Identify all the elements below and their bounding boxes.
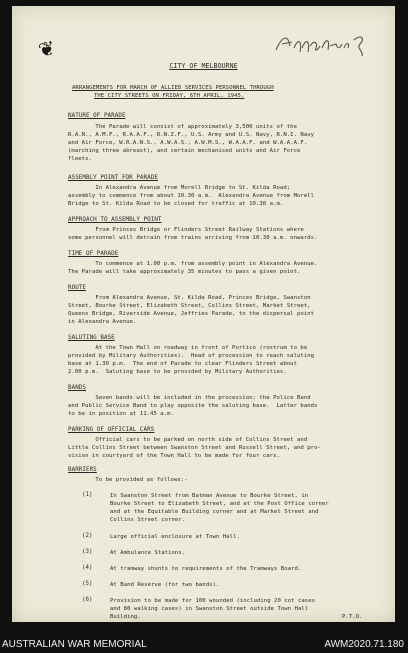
route-line-3: Queens Bridge, Riverside Avenue, Jeffries Parade, to the dispersal point — [68, 311, 315, 317]
section-heading-assembly: ASSEMBLY POINT FOR PARADE — [68, 175, 158, 181]
footer-bar — [0, 638, 408, 653]
section-heading-nature: NATURE OF PARADE — [68, 113, 126, 119]
barrier-item-6-line-2: and 80 walking cases) in Swanston Street outside Town Hall — [110, 606, 309, 612]
bands-line-2: and Public Service Band to play opposite the saluting base. Latter bands — [68, 403, 318, 409]
pto-note: P.T.O. — [342, 614, 363, 620]
section-heading-barriers: BARRIERS — [68, 467, 97, 473]
document-subtitle-1: ARRANGEMENTS FOR MARCH OF ALLIED SERVICES PERSONNEL THROUGH — [72, 85, 274, 91]
barriers-intro: To be provided as follows:- — [68, 477, 188, 483]
section-heading-parking: PARKING OF OFFICIAL CARS — [68, 427, 155, 433]
saluting-line-3: base at 1.30 p.m. The end of Parade to clear Flinders Street about — [68, 361, 297, 367]
barrier-item-number: (5) — [82, 581, 93, 587]
route-line-2: Street, Bourke Street, Elizabeth Street, Collins Street, Market Street, — [68, 303, 311, 309]
barrier-item-4-line-1: At tramway shunts to requirements of the Tramways Board. — [110, 566, 302, 572]
approach-line-1: From Princes Bridge or Flinders Street Railway Stations where — [68, 227, 304, 233]
nature-line-2: R.A.N., A.M.F., R.A.A.F., R.N.Z.F., U.S. Army and U.S. Navy, R.N.I. Navy — [68, 132, 315, 138]
assembly-line-2: assembly to commence from about 10.30 a.m. Alexandra Avenue from Morell — [68, 193, 315, 199]
barrier-item-3-line-1: At Ambulance Stations. — [110, 550, 186, 556]
bands-line-1: Seven bands will be included in the procession; the Police Band — [68, 395, 311, 401]
saluting-line-2: provided by Military Authorities). Head of procession to reach saluting — [68, 353, 315, 359]
parking-line-2: Little Collins Street between Swanston Street and Russell Street, and pro- — [68, 445, 321, 451]
parking-line-1: Official cars to be parked on north side of Collins Street and — [68, 437, 308, 443]
barrier-item-2-line-1: Large official enclosure at Town Hall. — [110, 534, 240, 540]
barrier-item-1-line-3: and at the Equitable Building corner and at Market Street and — [110, 509, 319, 515]
barrier-item-1-line-1: In Swanston Street from Batman Avenue to Bourke Street, in — [110, 493, 309, 499]
nature-line-5: fleets. — [68, 156, 92, 162]
ink-mark: ❦ — [35, 35, 58, 63]
barrier-item-number: (2) — [82, 533, 93, 539]
nature-line-1: The Parade will consist of approximately 3,500 units of the — [68, 124, 297, 130]
assembly-line-1: In Alexandra Avenue from Morell Bridge to St. Kilda Road; — [68, 185, 291, 191]
document-page — [12, 6, 395, 622]
document-subtitle-2: THE CITY STREETS ON FRIDAY, 6TH APRIL, 1945. — [94, 93, 245, 99]
saluting-line-1: At the Town Hall on roadway in front of Portico (rostrum to be — [68, 345, 308, 351]
section-heading-time: TIME OF PARADE — [68, 251, 119, 257]
section-heading-bands: BANDS — [68, 385, 86, 391]
assembly-line-3: Bridge to St. Kilda Road to be closed for traffic at 10.30 a.m. — [68, 201, 284, 207]
footer-accession-number: AWM2020.71.180 — [324, 639, 404, 650]
saluting-line-4: 2.00 p.m. Saluting base to be provided by Military Authorities. — [68, 369, 287, 375]
barrier-item-1-line-2: Bourke Street to Elizabeth Street, and at the Post Office corner — [110, 501, 329, 507]
barrier-item-6-line-1: Provision to be made for 100 wounded (including 20 cot cases — [110, 598, 316, 604]
document-title: CITY OF MELBOURNE — [169, 62, 238, 70]
parking-line-3: vision in courtyard of the Town Hall to be made for four cars. — [68, 453, 280, 459]
handwritten-annotation — [272, 28, 382, 58]
barrier-item-5-line-1: At Band Reserve (for two bands). — [110, 582, 220, 588]
route-line-4: in Alexandra Avenue. — [68, 319, 137, 325]
nature-line-3: and Air Force, W.R.A.N.S., A.W.A.S., A.W.M.S., W.A.A.F. and W.A.A.A.F. — [68, 140, 308, 146]
barrier-item-6-line-3: Building. — [110, 614, 141, 620]
time-line-1: To commence at 1.00 p.m. from assembly point in Alexandra Avenue. — [68, 261, 318, 267]
barrier-item-number: (1) — [82, 492, 93, 498]
barrier-item-1-line-4: Collins Street corner. — [110, 517, 186, 523]
section-heading-saluting: SALUTING BASE — [68, 335, 115, 341]
nature-line-4: (marching three abreast), and certain mechanised units and Air Force — [68, 148, 301, 154]
barrier-item-number: (6) — [82, 597, 93, 603]
footer-institution: AUSTRALIAN WAR MEMORIAL — [2, 639, 147, 650]
section-heading-route: ROUTE — [68, 285, 86, 291]
bands-line-3: to be in position at 11.45 a.m. — [68, 411, 174, 417]
time-line-2: The Parade will take approximately 35 minutes to pass a given point. — [68, 269, 301, 275]
section-heading-approach: APPROACH TO ASSEMBLY POINT — [68, 217, 162, 223]
barrier-item-number: (3) — [82, 549, 93, 555]
approach-line-2: some personnel will detrain from trains arriving from 10.30 a.m. onwards. — [68, 235, 318, 241]
barrier-item-number: (4) — [82, 565, 93, 571]
route-line-1: From Alexandra Avenue, St. Kilda Road, Princes Bridge, Swanston — [68, 295, 311, 301]
